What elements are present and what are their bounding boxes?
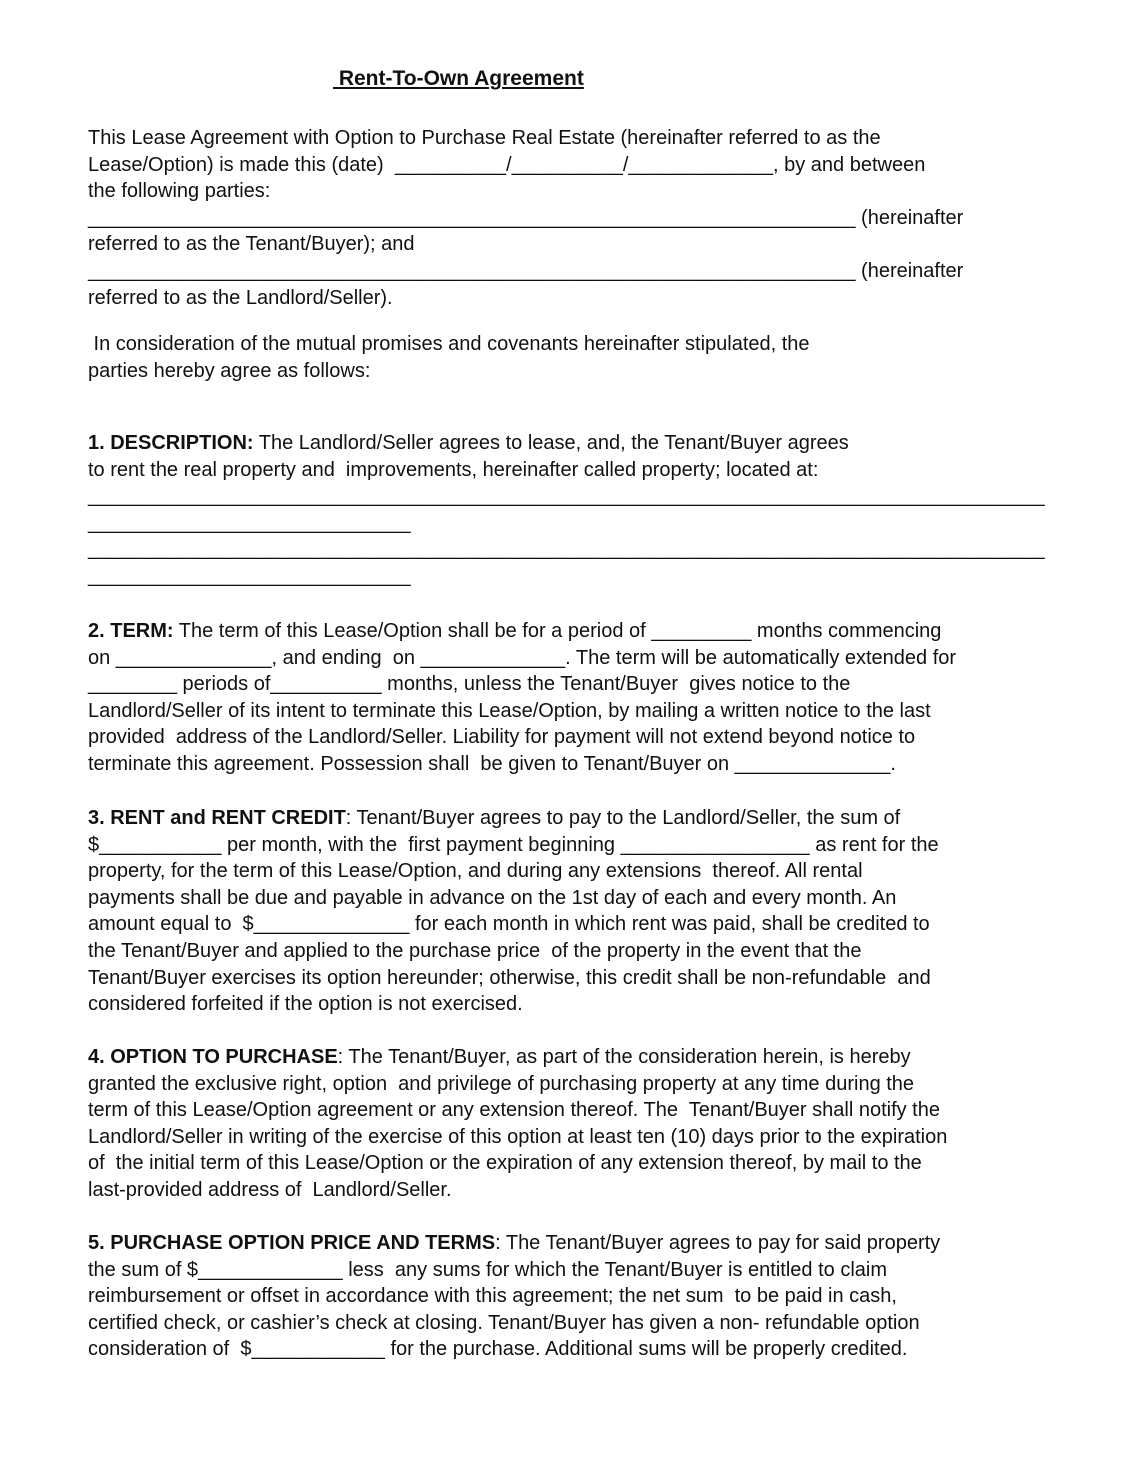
- line-text: : Tenant/Buyer agrees to pay to the Landlord/Seller, the sum of: [345, 807, 901, 829]
- description-line: [88, 536, 1045, 562]
- line-text: reimbursement or offset in accordance with this agreement; the net sum to be paid in cash,: [88, 1285, 897, 1308]
- line-text: ______________________________________________________________________________________: [88, 485, 1045, 508]
- option-line: [88, 1097, 940, 1123]
- line-text: provided address of the Landlord/Seller. Liability for payment will not extend beyond notice to: [88, 726, 916, 749]
- line-text: property, for the term of this Lease/Option, and during any extensions thereof. All rental: [88, 860, 863, 883]
- purchase-price-line: [88, 1310, 920, 1336]
- consideration-line: [88, 358, 370, 384]
- rent-line: [88, 911, 930, 937]
- term-line: [88, 618, 941, 644]
- description-line: [88, 563, 411, 589]
- line-text: considered forfeited if the option is not exercised.: [88, 993, 523, 1016]
- section-heading: 2. TERM:: [88, 620, 174, 642]
- intro-line: [88, 125, 881, 151]
- document-title: Rent-To-Own Agreement: [333, 67, 584, 90]
- intro-line: [88, 152, 925, 178]
- section-heading: 5. PURCHASE OPTION PRICE AND TERMS: [88, 1232, 496, 1254]
- line-text: amount equal to $______________ for each month in which rent was paid, shall be credited to: [88, 913, 930, 936]
- line-text: $___________ per month, with the first payment beginning _________________ as rent for the: [88, 833, 939, 856]
- term-line: [88, 751, 896, 777]
- term-line: [88, 698, 931, 724]
- intro-line: [88, 231, 415, 257]
- purchase-price-line: [88, 1283, 897, 1309]
- option-line: [88, 1177, 452, 1203]
- purchase-price-line: [88, 1230, 940, 1256]
- purchase-price-line: [88, 1257, 887, 1283]
- line-text: certified check, or cashier’s check at closing. Tenant/Buyer has given a non- refundable option: [88, 1311, 920, 1334]
- option-line: [88, 1044, 911, 1070]
- line-text: granted the exclusive right, option and privilege of purchasing property at any time during the: [88, 1072, 915, 1095]
- line-text: last-provided address of Landlord/Seller.: [88, 1179, 452, 1201]
- intro-line: [88, 178, 270, 204]
- purchase-price-line: [88, 1336, 907, 1362]
- line-text: ______________________________________________________________________________________: [88, 538, 1045, 561]
- line-text: _____________________________________________________________________ (hereinafter: [88, 260, 964, 282]
- line-text: Landlord/Seller in writing of the exercise of this option at least ten (10) days prior to the expiration: [88, 1125, 948, 1148]
- rent-line: [88, 832, 939, 858]
- line-text: terminate this agreement. Possession shall be given to Tenant/Buyer on ______________.: [88, 753, 896, 775]
- line-text: Tenant/Buyer exercises its option hereunder; otherwise, this credit shall be non-refundable and: [88, 966, 931, 989]
- intro-line: [88, 258, 963, 284]
- term-line: [88, 645, 956, 671]
- line-text: payments shall be due and payable in advance on the 1st day of each and every month. An: [88, 886, 897, 909]
- section-heading: 3. RENT and RENT CREDIT: [88, 807, 346, 829]
- option-line: [88, 1124, 947, 1150]
- line-text: parties hereby agree as follows:: [88, 359, 371, 382]
- line-text: referred to as the Tenant/Buyer); and: [88, 233, 415, 256]
- line-text: the following parties:: [88, 180, 271, 203]
- term-line: [88, 671, 850, 697]
- rent-line: [88, 858, 863, 884]
- line-text: ________ periods of__________ months, unless the Tenant/Buyer gives notice to the: [88, 673, 851, 696]
- intro-line: [88, 205, 963, 231]
- line-text: : The Tenant/Buyer, as part of the consideration herein, is hereby: [337, 1046, 911, 1068]
- section-heading: 4. OPTION TO PURCHASE: [88, 1046, 338, 1068]
- line-text: _____________________________________________________________________ (hereinafter: [88, 206, 964, 229]
- line-text: In consideration of the mutual promises and covenants hereinafter stipulated, the: [88, 333, 810, 355]
- line-text: Landlord/Seller of its intent to terminate this Lease/Option, by mailing a written notice to the last: [88, 699, 931, 722]
- line-text: of the initial term of this Lease/Option or the expiration of any extension thereof, by mail to the: [88, 1152, 922, 1175]
- line-text: Lease/Option) is made this (date) __________/__________/_____________, by and between: [88, 153, 926, 176]
- rent-line: [88, 938, 862, 964]
- line-text: This Lease Agreement with Option to Purchase Real Estate (hereinafter referred to as the: [88, 127, 881, 149]
- line-text: on ______________, and ending on _____________. The term will be automatically extended for: [88, 646, 957, 669]
- line-text: _____________________________: [88, 511, 411, 534]
- consideration-line: [88, 331, 810, 357]
- rent-line: [88, 991, 523, 1017]
- line-text: consideration of $____________ for the purchase. Additional sums will be properly credited.: [88, 1338, 908, 1361]
- rent-line: [88, 805, 900, 831]
- term-line: [88, 724, 915, 750]
- line-text: to rent the real property and improvements, hereinafter called property; located at:: [88, 458, 819, 481]
- line-text: The Landlord/Seller agrees to lease, and, the Tenant/Buyer agrees: [253, 432, 849, 454]
- line-text: referred to as the Landlord/Seller).: [88, 286, 393, 309]
- description-line: [88, 430, 849, 456]
- line-text: The term of this Lease/Option shall be for a period of _________ months commencing: [173, 620, 942, 642]
- section-heading: 1. DESCRIPTION:: [88, 432, 254, 454]
- description-line: [88, 483, 1045, 509]
- line-text: the Tenant/Buyer and applied to the purchase price of the property in the event that the: [88, 940, 862, 962]
- rent-line: [88, 965, 931, 991]
- line-text: the sum of $_____________ less any sums for which the Tenant/Buyer is entitled to claim: [88, 1258, 887, 1281]
- intro-line: [88, 285, 393, 311]
- line-text: term of this Lease/Option agreement or any extension thereof. The Tenant/Buyer shall notify the: [88, 1099, 940, 1122]
- line-text: : The Tenant/Buyer agrees to pay for said property: [495, 1232, 941, 1254]
- rent-line: [88, 885, 896, 911]
- option-line: [88, 1071, 914, 1097]
- description-line: [88, 457, 818, 483]
- line-text: _____________________________: [88, 565, 411, 587]
- description-line: [88, 510, 411, 536]
- option-line: [88, 1150, 922, 1176]
